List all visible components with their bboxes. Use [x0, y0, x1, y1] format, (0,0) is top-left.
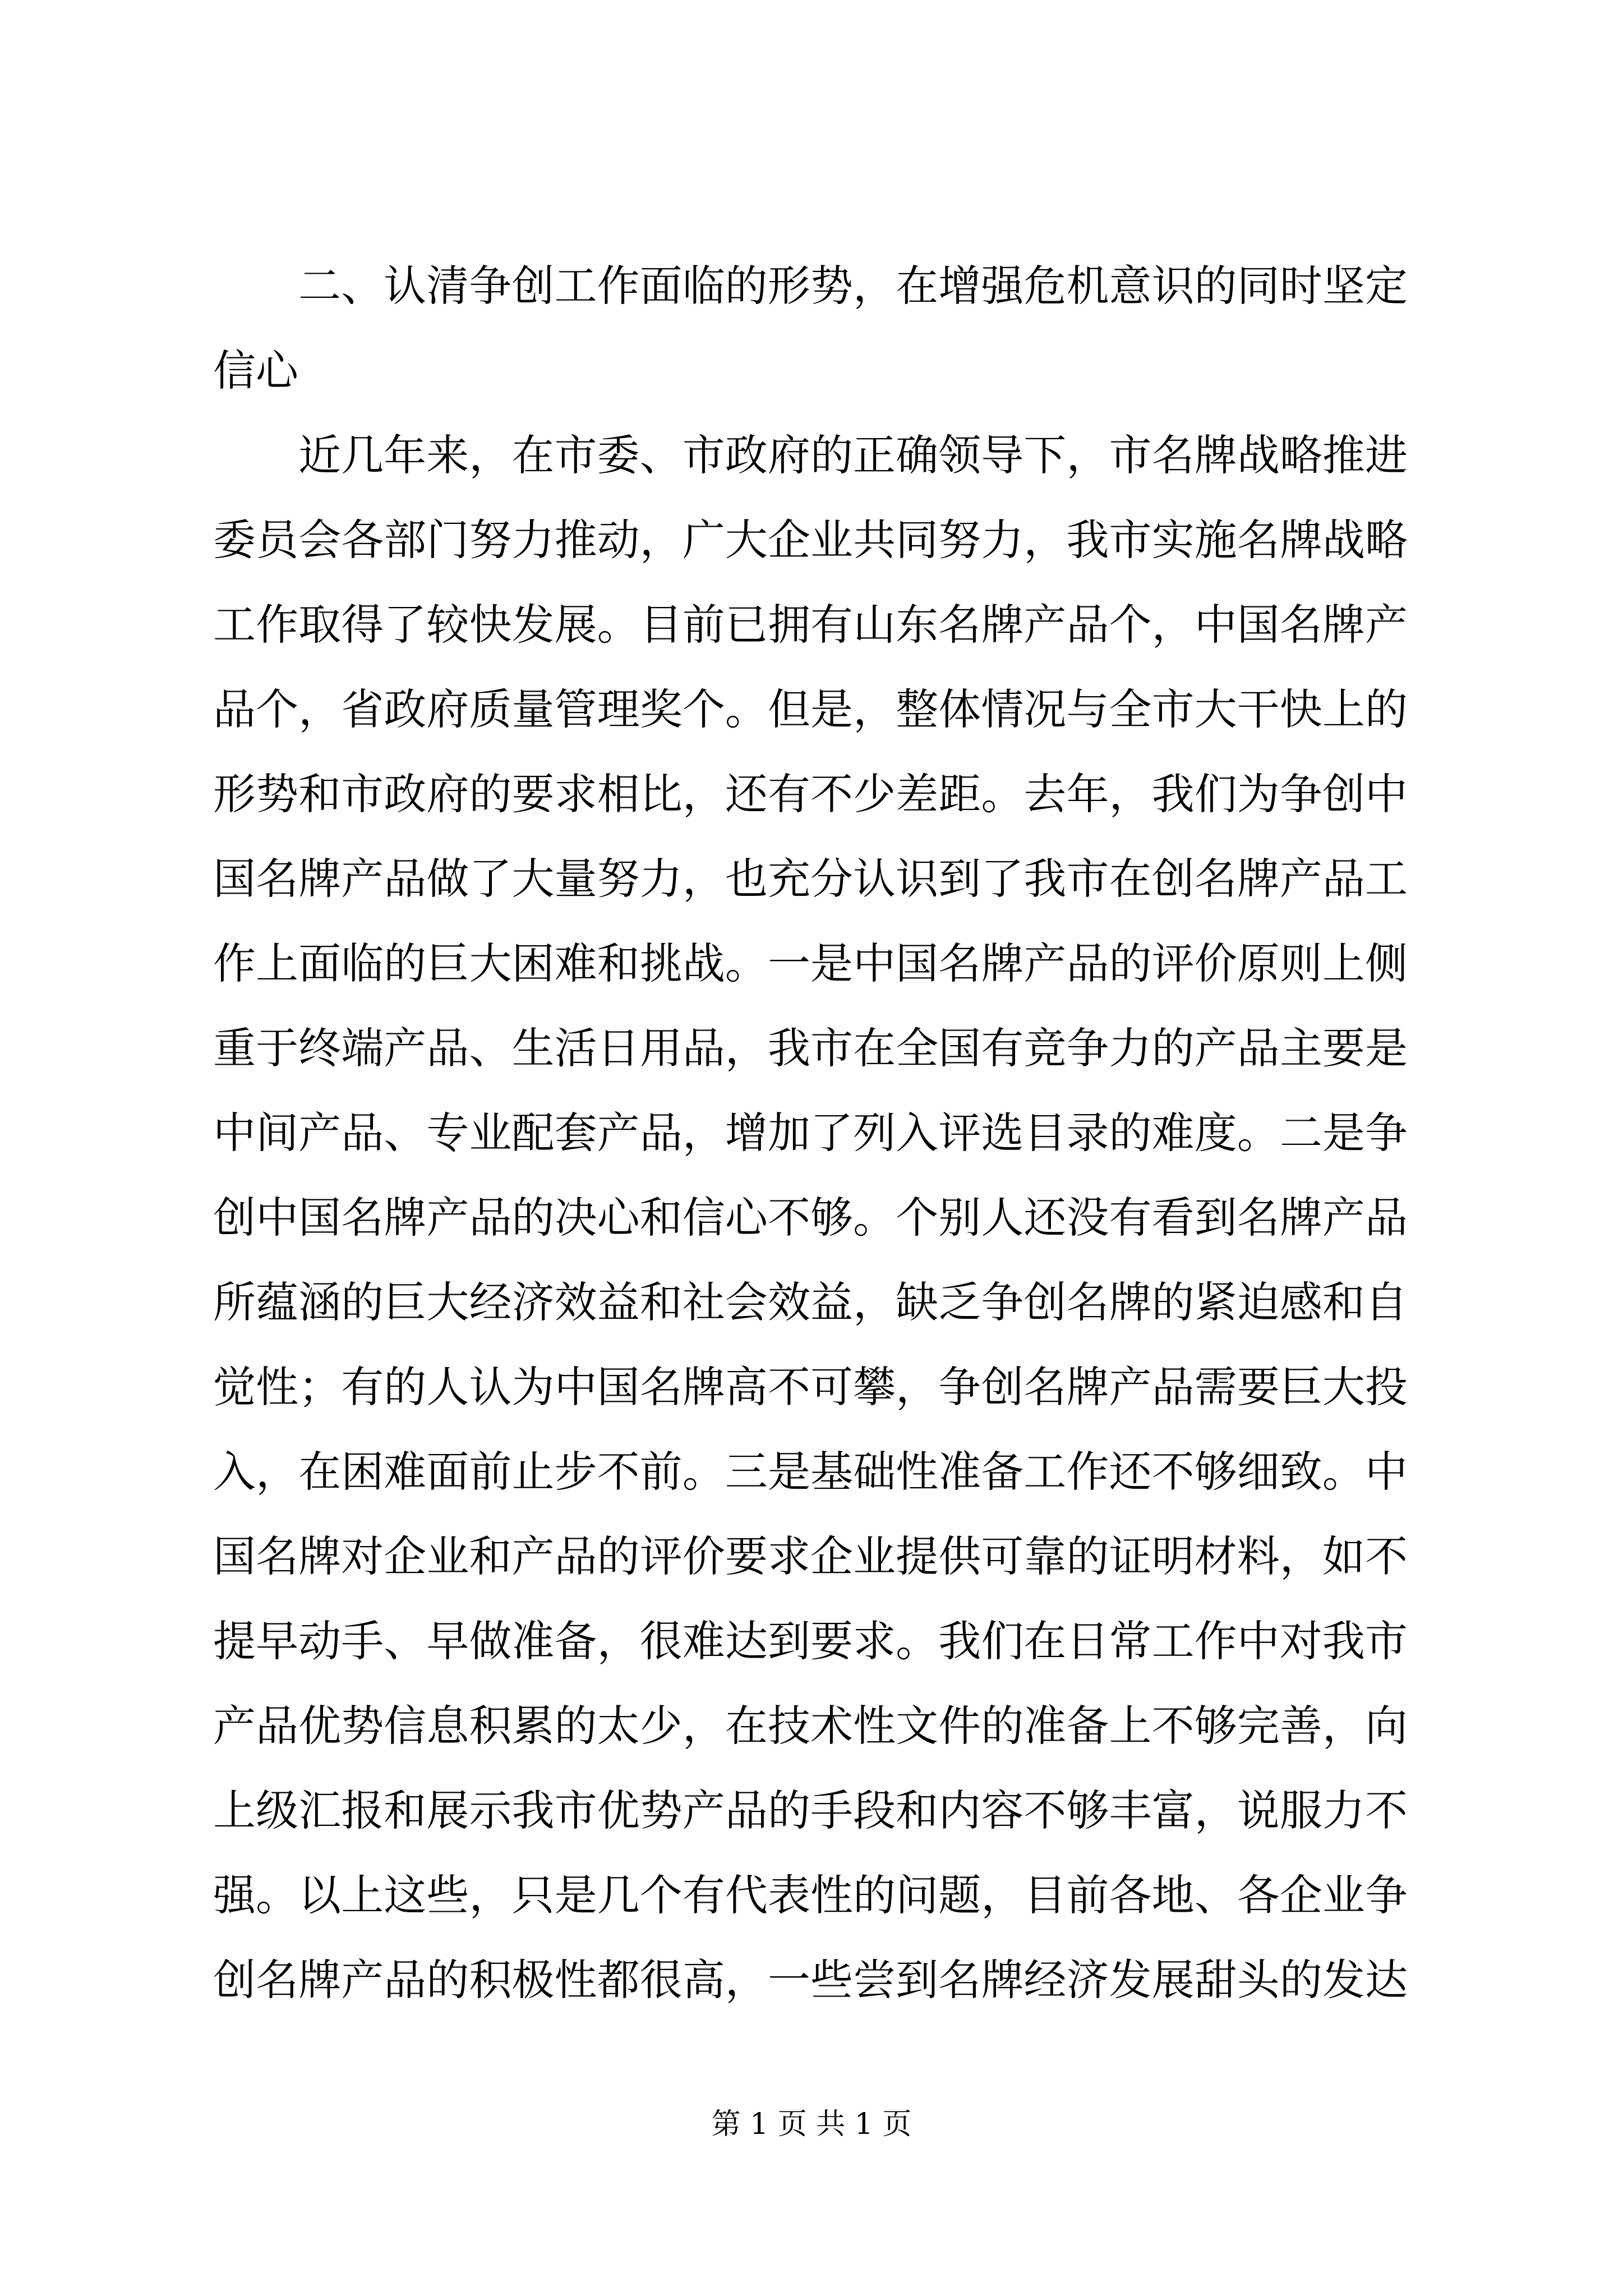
paragraph-line: 国名牌产品做了大量努力，也充分认识到了我市在创名牌产品工 [213, 854, 1408, 904]
paragraph-line: 品个，省政府质量管理奖个。但是，整体情况与全市大干快上的 [213, 684, 1408, 734]
paragraph-line: 工作取得了较快发展。目前已拥有山东名牌产品个，中国名牌产 [213, 600, 1408, 650]
paragraph-line: 国名牌对企业和产品的评价要求企业提供可靠的证明材料，如不 [213, 1531, 1408, 1581]
paragraph-line: 形势和市政府的要求相比，还有不少差距。去年，我们为争创中 [213, 769, 1408, 819]
paragraph-line: 近几年来，在市委、市政府的正确领导下，市名牌战略推进 [298, 430, 1408, 480]
paragraph-line: 重于终端产品、生活日用品，我市在全国有竞争力的产品主要是 [213, 1023, 1408, 1073]
paragraph-line: 入，在困难面前止步不前。三是基础性准备工作还不够细致。中 [213, 1447, 1408, 1497]
paragraph-line: 中间产品、专业配套产品，增加了列入评选目录的难度。二是争 [213, 1108, 1408, 1158]
paragraph-line: 委员会各部门努力推动，广大企业共同努力，我市实施名牌战略 [213, 515, 1408, 565]
paragraph-line: 创名牌产品的积极性都很高，一些尝到名牌经济发展甜头的发达 [213, 1955, 1408, 2005]
paragraph-line: 作上面临的巨大困难和挑战。一是中国名牌产品的评价原则上侧 [213, 938, 1408, 988]
paragraph-line: 强。以上这些，只是几个有代表性的问题，目前各地、各企业争 [213, 1870, 1408, 1920]
document-body [213, 259, 1408, 2038]
paragraph-line: 所蕴涵的巨大经济效益和社会效益，缺乏争创名牌的紧迫感和自 [213, 1277, 1408, 1327]
paragraph-line: 上级汇报和展示我市优势产品的手段和内容不够丰富，说服力不 [213, 1786, 1408, 1835]
paragraph-line: 觉性；有的人认为中国名牌高不可攀，争创名牌产品需要巨大投 [213, 1362, 1408, 1412]
paragraph-line: 创中国名牌产品的决心和信心不够。个别人还没有看到名牌产品 [213, 1193, 1408, 1243]
section-heading-line-1: 二、认清争创工作面临的形势，在增强危机意识的同时坚定 [298, 261, 1408, 311]
paragraph-line: 产品优势信息积累的太少，在技术性文件的准备上不够完善，向 [213, 1701, 1408, 1751]
paragraph-line: 提早动手、早做准备，很难达到要求。我们在日常工作中对我市 [213, 1616, 1408, 1666]
section-heading-line-2: 信心 [213, 346, 298, 395]
page-number-footer: 第 1 页 共 1 页 [711, 2108, 912, 2141]
